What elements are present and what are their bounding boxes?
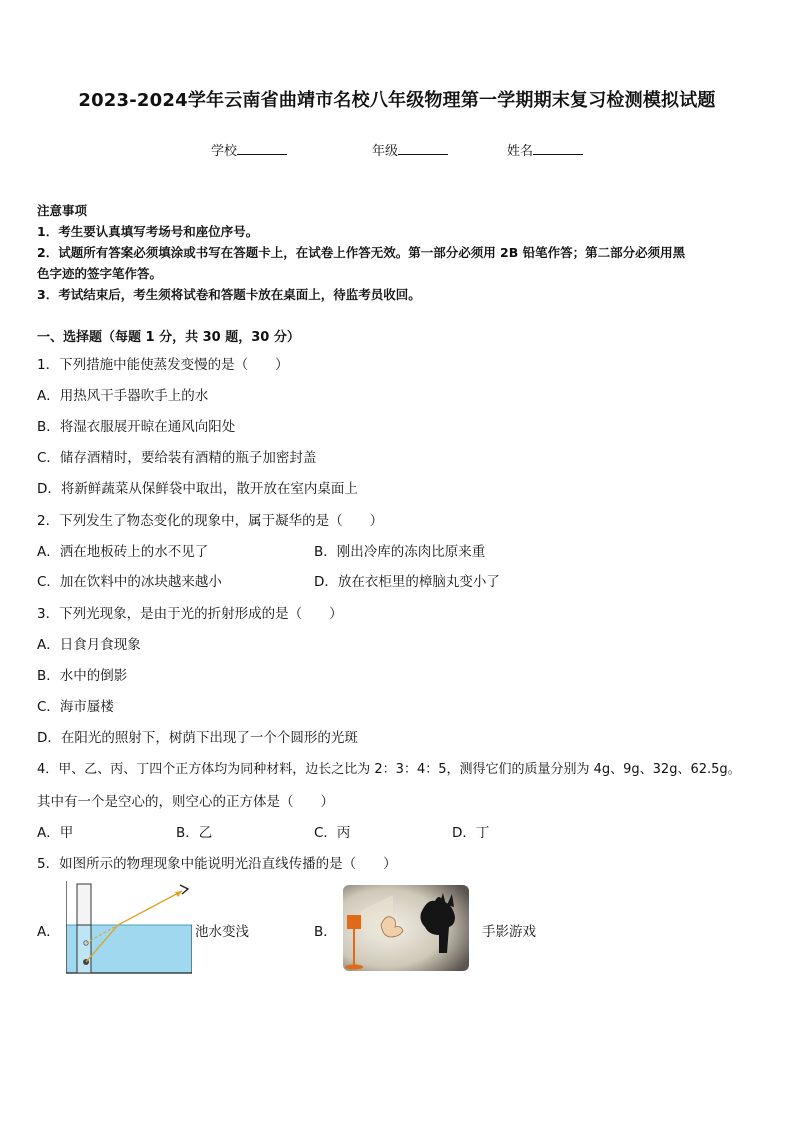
notice-item: 1．考生要认真填写考场号和座位序号。 (37, 224, 259, 239)
option: D．在阳光的照射下，树荫下出现了一个个圆形的光斑 (37, 730, 358, 746)
question-stem: 2．下列发生了物态变化的现象中，属于凝华的是（ ） (37, 513, 384, 529)
figure-caption: 池水变浅 (195, 924, 249, 940)
option: D．放在衣柜里的樟脑丸变小了 (314, 574, 500, 590)
notice-item: 3．考试结束后，考生须将试卷和答题卡放在桌面上，待监考员收回。 (37, 287, 421, 302)
notice-item: 色字迹的签字笔作答。 (37, 266, 163, 281)
name-blank (533, 143, 583, 155)
grade-label: 年级 (372, 144, 399, 159)
question-stem: 1．下列措施中能使蒸发变慢的是（ ） (37, 357, 289, 373)
pool-illustration (66, 881, 192, 975)
notice-block (37, 200, 759, 305)
option: A． (37, 924, 60, 940)
section-heading: 一、选择题（每题 1 分，共 30 题，30 分） (37, 330, 300, 345)
pool-figure (66, 881, 192, 979)
name-label: 姓名 (507, 144, 534, 159)
option: A．日食月食现象 (37, 637, 141, 653)
school-field (211, 140, 287, 159)
notice-heading: 注意事项 (37, 203, 88, 218)
grade-blank (398, 143, 448, 155)
option: D．丁 (452, 825, 490, 841)
option: C．丙 (314, 825, 351, 841)
figure-caption: 手影游戏 (482, 924, 536, 940)
question-stem: 3．下列光现象，是由于光的折射形成的是（ ） (37, 606, 343, 622)
school-blank (237, 143, 287, 155)
option: A．甲 (37, 825, 74, 841)
hand-shadow-illustration (343, 885, 469, 971)
option: B．刚出冷库的冻肉比原来重 (314, 544, 486, 560)
school-label: 学校 (211, 144, 238, 159)
option: A．洒在地板砖上的水不见了 (37, 544, 209, 560)
option: B．水中的倒影 (37, 668, 128, 684)
option: B．乙 (176, 825, 213, 841)
option: A．用热风干手器吹手上的水 (37, 388, 209, 404)
question-stem-continued: 其中有一个是空心的，则空心的正方体是（ ） (37, 794, 334, 810)
option: B．将湿衣服展开晾在通风向阳处 (37, 419, 236, 435)
grade-field (372, 140, 448, 159)
option: C．储存酒精时，要给装有酒精的瓶子加密封盖 (37, 450, 317, 466)
question-stem: 4．甲、乙、丙、丁四个正方体均为同种材料，边长之比为 2：3：4：5，测得它们的质量分别为 4g、9g、32g、62.5g。 (37, 762, 741, 777)
question-stem: 5．如图所示的物理现象中能说明光沿直线传播的是（ ） (37, 856, 397, 872)
shadow-figure (343, 885, 469, 975)
name-field (507, 140, 583, 159)
notice-item: 2．试题所有答案必须填涂或书写在答题卡上，在试卷上作答无效。第一部分必须用 2B 铅笔作答；第二部分必须用黑 (37, 245, 686, 260)
option: C．加在饮料中的冰块越来越小 (37, 574, 222, 590)
option: D．将新鲜蔬菜从保鲜袋中取出，散开放在室内桌面上 (37, 481, 358, 497)
option: C．海市蜃楼 (37, 699, 114, 715)
exam-title: 2023-2024学年云南省曲靖市名校八年级物理第一学期期末复习检测模拟试题 (78, 90, 716, 111)
option: B． (314, 924, 337, 940)
